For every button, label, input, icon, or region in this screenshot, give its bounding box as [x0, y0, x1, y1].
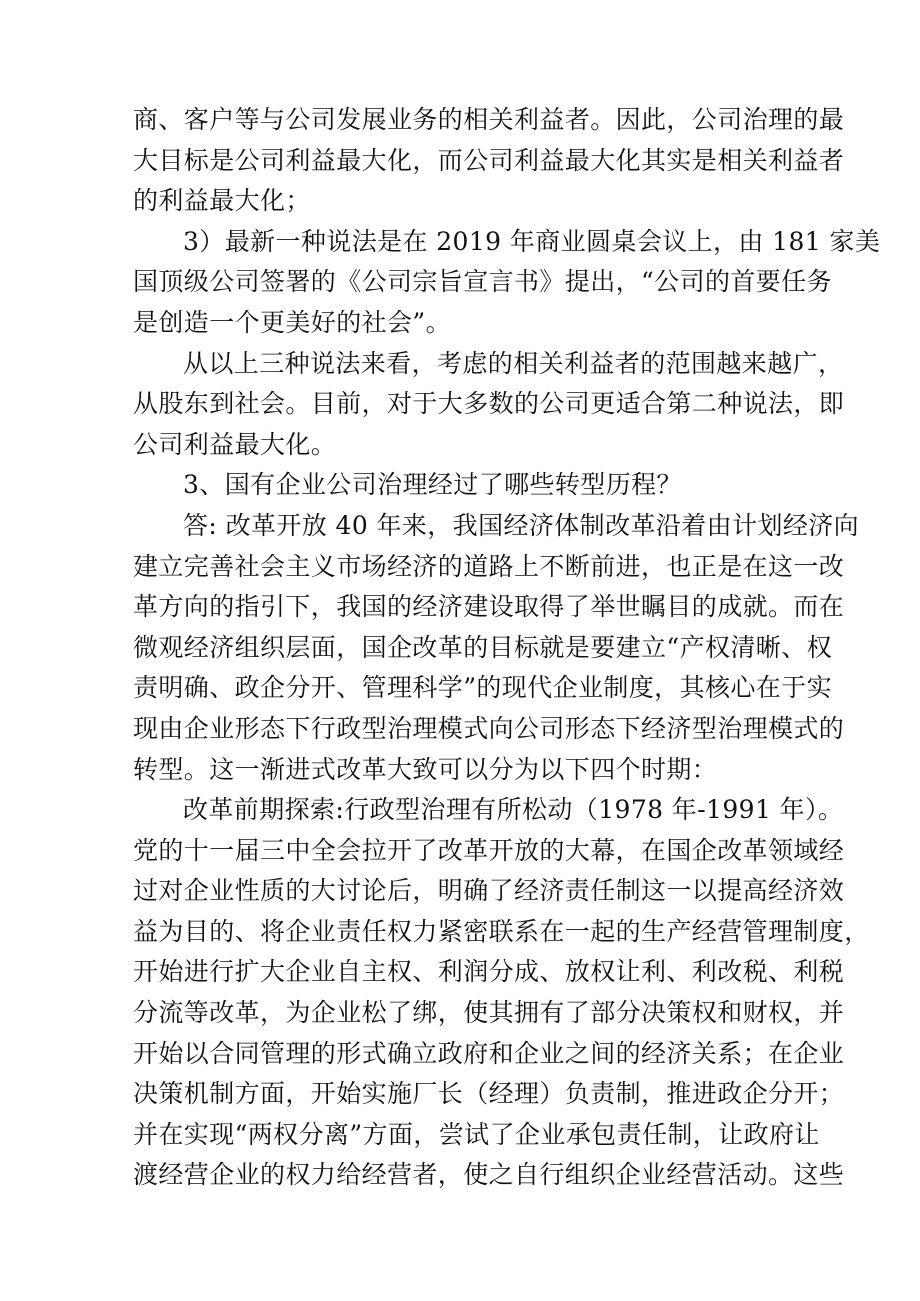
text-line: 是创造一个更美好的社会”。 [133, 307, 451, 337]
text-line: 商、客户等与公司发展业务的相关利益者。因此，公司治理的最 [133, 105, 845, 134]
text-line: 转型。这一渐进式改革大致可以分为以下四个时期： [133, 754, 718, 784]
text-line: 大目标是公司利益最大化，而公司利益最大化其实是相关利益者 [133, 145, 845, 175]
document-body [133, 100, 881, 1196]
text-line: 开始进行扩大企业自主权、利润分成、放权让利、利改税、利税 [133, 957, 845, 987]
text-line: 从以上三种说法来看，考虑的相关利益者的范围越来越广， [183, 348, 844, 378]
text-line: 开始以合同管理的形式确立政府和企业之间的经济关系；在企业 [133, 1038, 845, 1068]
text-line: 革方向的指引下，我国的经济建设取得了举世瞩目的成就。而在 [133, 592, 845, 622]
text-line: 党的十一届三中全会拉开了改革开放的大幕，在国企改革领域经 [133, 835, 845, 865]
text-line: 从股东到社会。目前，对于大多数的公司更适合第二种说法，即 [133, 389, 845, 419]
text-line: 改革前期探索:行政型治理有所松动（1978 年-1991 年）。 [183, 795, 844, 825]
text-line: 答: 改革开放 40 年来，我国经济体制改革沿着由计划经济向 [183, 510, 860, 540]
paragraph-third-view [133, 222, 881, 344]
text-line: 决策机制方面，开始实施厂长（经理）负责制，推进政企分开； [133, 1079, 845, 1109]
text-line: 建立完善社会主义市场经济的道路上不断前进，也正是在这一改 [133, 551, 845, 581]
text-line: 的利益最大化； [133, 186, 311, 216]
text-line: 渡经营企业的权力给经营者，使之自行组织企业经营活动。这些 [133, 1160, 845, 1190]
paragraph-answer [133, 506, 860, 790]
paragraph-summary [133, 344, 845, 466]
text-line: 3、国有企业公司治理经过了哪些转型历程？ [183, 470, 682, 500]
question-heading [133, 465, 798, 506]
paragraph-reform-early-stage [133, 790, 870, 1196]
text-line: 益为目的、将企业责任权力紧密联系在一起的生产经营管理制度， [133, 916, 870, 946]
text-line: 国顶级公司签署的《公司宗旨宣言书》提出，“公司的首要任务 [133, 267, 832, 297]
text-line: 并在实现“两权分离”方面，尝试了企业承包责任制，让政府让 [133, 1119, 820, 1149]
text-line: 公司利益最大化。 [133, 429, 337, 459]
text-line: 过对企业性质的大讨论后，明确了经济责任制这一以提高经济效 [133, 876, 845, 906]
text-line: 分流等改革，为企业松了绑，使其拥有了部分决策权和财权，并 [133, 998, 845, 1028]
text-line: 微观经济组织层面，国企改革的目标就是要建立“产权清晰、权 [133, 632, 832, 662]
paragraph-stakeholders-continuation [133, 100, 845, 222]
text-line: 现由企业形态下行政型治理模式向公司形态下经济型治理模式的 [133, 713, 845, 743]
text-line: 3）最新一种说法是在 2019 年商业圆桌会议上，由 181 家美 [183, 226, 881, 256]
text-line: 责明确、政企分开、管理科学”的现代企业制度，其核心在于实 [133, 673, 832, 703]
